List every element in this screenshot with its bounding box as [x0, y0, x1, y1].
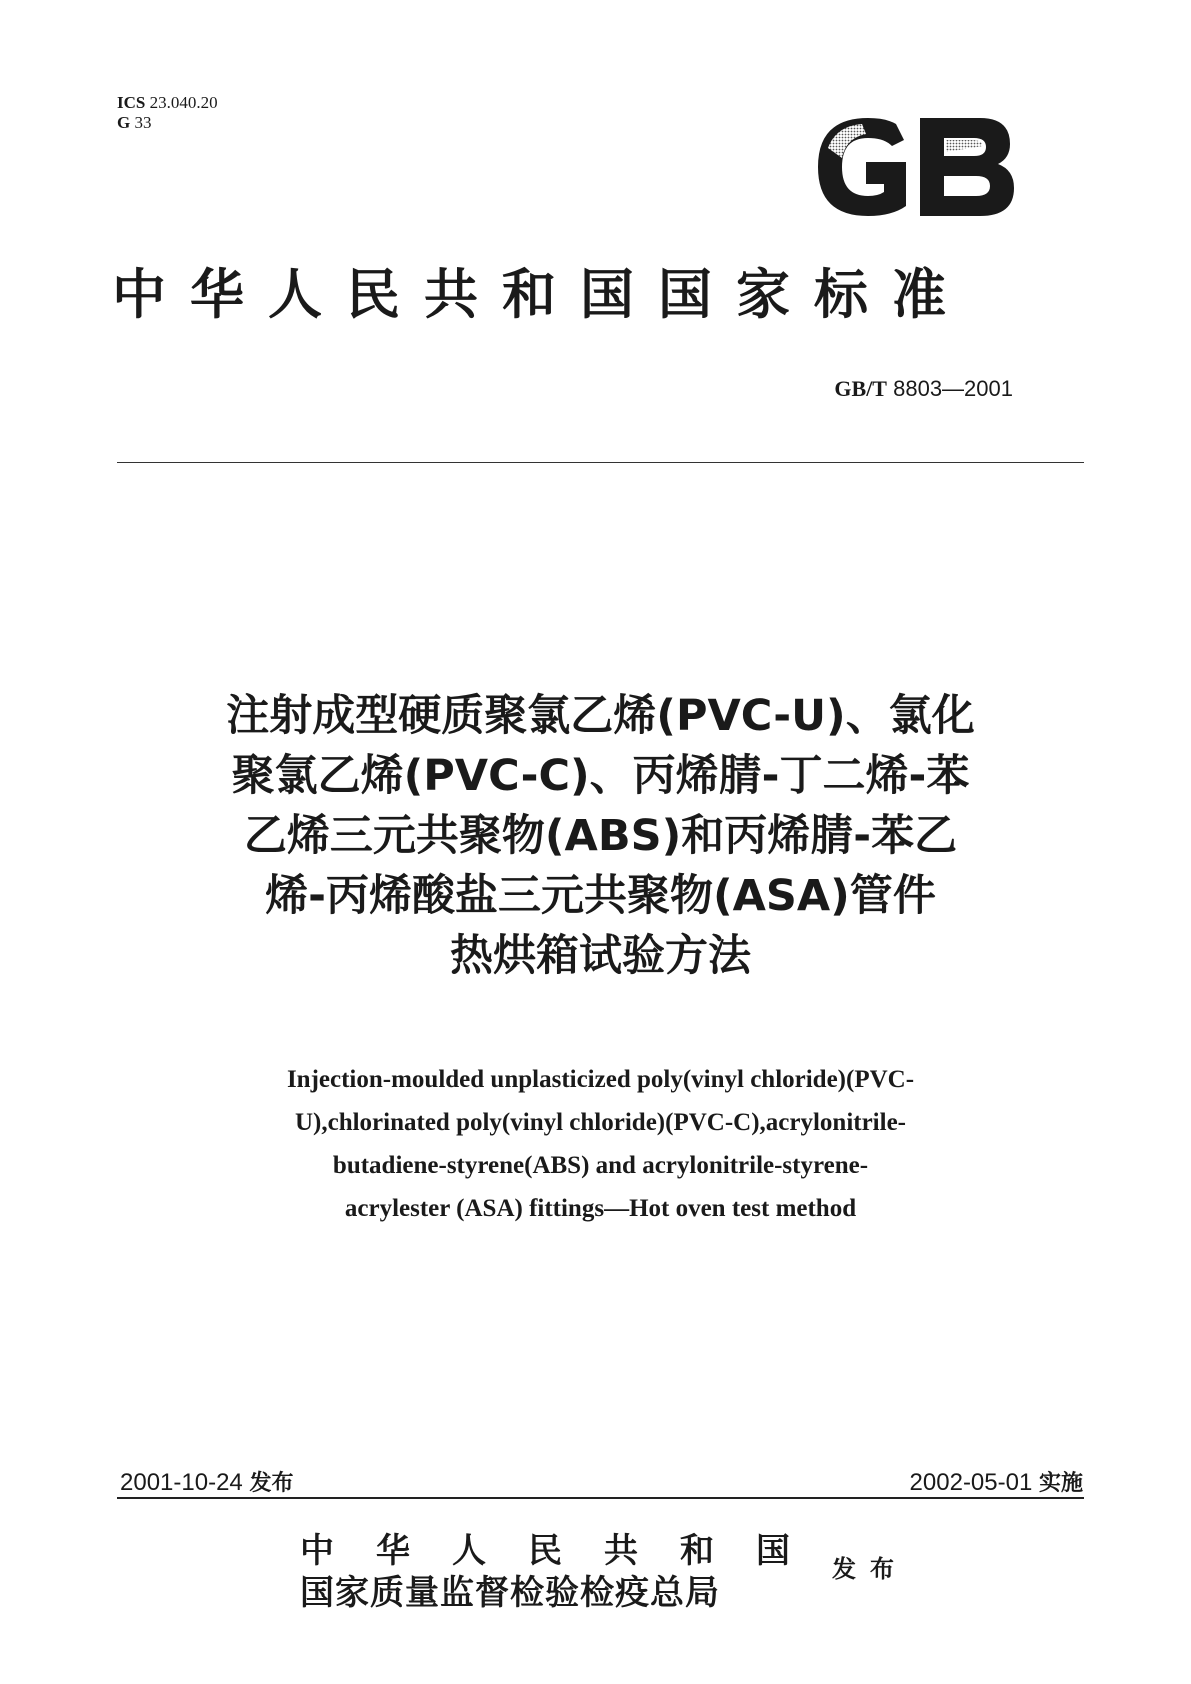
english-title [117, 1058, 1084, 1230]
ics-code: 23.040.20 [149, 93, 218, 112]
standard-number-value: 8803—2001 [893, 376, 1013, 401]
english-title-line: butadiene-styrene(ABS) and acrylonitrile-styrene- [332, 1152, 869, 1179]
issuing-authority [300, 1530, 832, 1614]
standard-title: 中华人民共和国国家标准 [112, 263, 970, 326]
issue-date-label: 发布 [249, 1471, 294, 1496]
chinese-title-line: 注射成型硬质聚氯乙烯(PVC-U)、氯化 [226, 691, 975, 741]
ics-label: ICS [117, 93, 146, 112]
ccs-line [117, 113, 218, 133]
english-title-line: U),chlorinated poly(vinyl chloride)(PVC-C),acrylonitrile- [294, 1109, 906, 1136]
issuer-line-2: 国家质量监督检验检疫总局 [300, 1573, 720, 1613]
chinese-title-line: 聚氯乙烯(PVC-C)、丙烯腈-丁二烯-苯 [231, 751, 970, 801]
issue-date-value: 2001-10-24 [120, 1469, 243, 1496]
classification-codes [117, 93, 218, 133]
english-title-line: acrylester (ASA) fittings—Hot oven test method [344, 1195, 857, 1222]
english-title-line: Injection-moulded unplasticized poly(vinyl chloride)(PVC- [286, 1066, 915, 1093]
implementation-date-label: 实施 [1038, 1471, 1083, 1496]
standard-number-prefix: GB/T [834, 376, 887, 401]
divider-top [117, 462, 1084, 463]
divider-bottom [117, 1497, 1084, 1499]
implementation-date [910, 1466, 1083, 1497]
chinese-title-line: 乙烯三元共聚物(ABS)和丙烯腈-苯乙 [243, 811, 958, 861]
ccs-code: 33 [134, 113, 152, 132]
chinese-title [117, 686, 1084, 986]
standard-number [834, 376, 1013, 402]
chinese-title-line: 热烘箱试验方法 [450, 931, 751, 981]
gb-logo [808, 112, 1020, 222]
issue-date [120, 1466, 293, 1497]
ccs-label: G [117, 113, 131, 132]
chinese-title-line: 烯-丙烯酸盐三元共聚物(ASA)管件 [265, 871, 936, 921]
logo-letter-b [920, 118, 1014, 216]
implementation-date-value: 2002-05-01 [909, 1469, 1033, 1496]
issuer-line-1: 中华人民共和国 [300, 1531, 832, 1571]
issuer-action: 发布 [832, 1555, 908, 1583]
logo-b-shading [946, 140, 983, 152]
ics-line [117, 93, 218, 113]
